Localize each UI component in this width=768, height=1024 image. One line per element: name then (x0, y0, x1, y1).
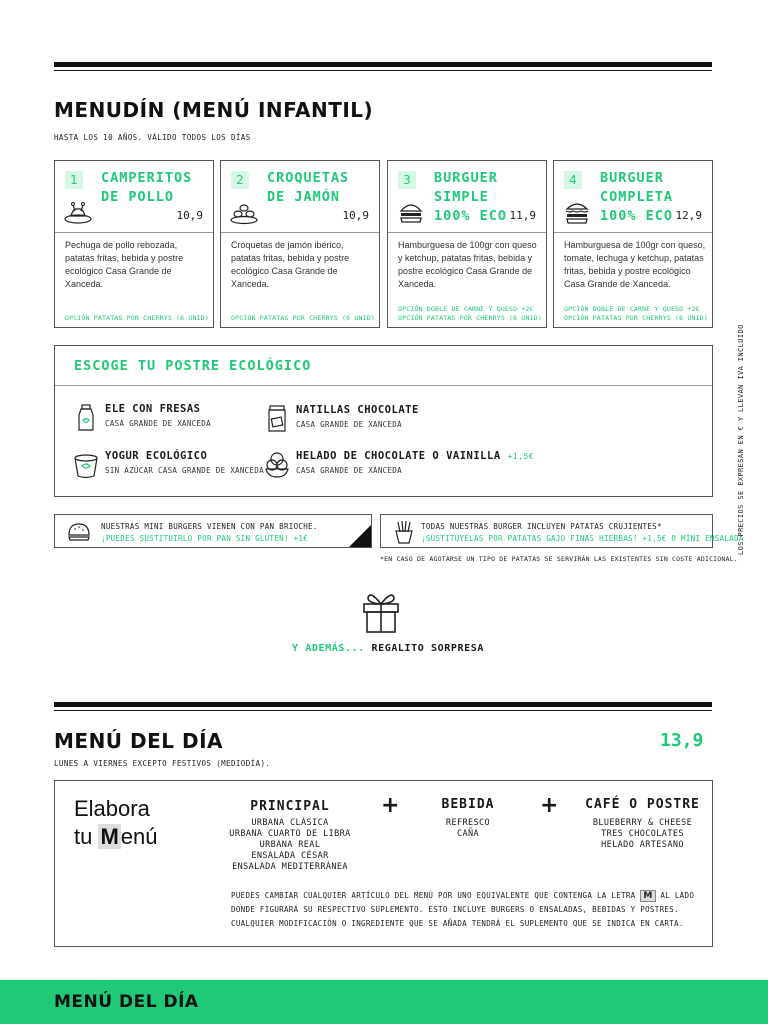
m-badge-small: M (640, 890, 655, 902)
card-number: 1 (65, 171, 83, 189)
dessert-sub: CASA GRANDE DE XANCEDA (296, 420, 402, 429)
dessert-sub: SIN AZÚCAR CASA GRANDE DE XANCEDA (105, 466, 264, 475)
fries-note-line1: TODAS NUESTRAS BURGER INCLUYEN PATATAS CRUJIENTES* (421, 522, 662, 531)
m-badge-large: M (100, 824, 119, 849)
dessert-name: YOGUR ECOLÓGICO (105, 450, 208, 462)
fries-footnote: *EN CASO DE AGOTARSE UN TIPO DE PATATAS SE SERVIRÁN LAS EXISTENTES SIN COSTE ADICIONAL. (380, 555, 738, 563)
card-options: OPCIÓN DOBLE DE CARNE Y QUESO +2€ OPCIÓN PATATAS POR CHERRYS (6 UNID) (398, 305, 542, 322)
card-name: BURGUER COMPLETA 100% ECO (600, 170, 674, 224)
bun-icon (67, 521, 91, 543)
vertical-price-note: LOS PRECIOS SE EXPRESAN EN € Y LLEVAN IVA INCLUIDO (737, 324, 745, 555)
kids-menu-card-4 (553, 160, 713, 328)
card-number: 2 (231, 171, 249, 189)
day-menu-box (54, 780, 713, 947)
footer-title: MENÚ DEL DÍA (54, 992, 199, 1012)
brioche-note-line2: ¡PUEDES SUSTITUIRLO POR PAN SIN GLUTEN! +1€ (101, 534, 309, 543)
corner-triangle (349, 525, 371, 547)
brioche-note (54, 514, 372, 548)
kids-menu-title-main: MENUDÍN (54, 98, 165, 122)
card-description: Hamburguesa de 100gr con queso y ketchup, patatas fritas, bebida y postre ecológico Casa Grande de Xanceda. (398, 240, 537, 289)
plus-sign-2: + (540, 793, 559, 818)
kids-menu-title (54, 98, 373, 122)
principal-list: URBANA CLÁSICA URBANA CUARTO DE LIBRA URBANA REAL ENSALADA CÉSAR ENSALADA MEDITERRÁNEA (229, 818, 351, 872)
fries-icon (393, 520, 415, 544)
day-menu-price: 13,9 (660, 730, 704, 751)
card-name: CROQUETAS DE JAMÓN (267, 170, 350, 205)
dessert-sub: CASA GRANDE DE XANCEDA (105, 419, 211, 428)
card-number: 3 (398, 171, 416, 189)
card-price: 12,9 (675, 209, 702, 222)
card-price: 10,9 (342, 209, 369, 222)
dessert-title: ESCOGE TU POSTRE ECOLÓGICO (74, 358, 312, 374)
bebida-list: REFRESCO CAÑA (445, 818, 491, 839)
gift-text: Y ADEMÁS... REGALITO SORPRESA (292, 643, 485, 654)
principal-heading: PRINCIPAL (250, 799, 330, 814)
card-name: BURGUER SIMPLE 100% ECO (434, 170, 508, 224)
dessert-name: NATILLAS CHOCOLATE (296, 404, 419, 416)
burger-complete-icon (562, 199, 592, 225)
burger-simple-icon (396, 199, 426, 225)
day-menu-divider-thin (54, 710, 712, 711)
kids-menu-card-3 (387, 160, 547, 328)
fries-note (380, 514, 744, 548)
milk-bottle-icon (73, 403, 99, 433)
croquettes-plate-icon (229, 199, 259, 225)
card-options: OPCIÓN DOBLE DE CARNE Y QUESO +2€ OPCIÓN PATATAS POR CHERRYS (6 UNID) (564, 305, 708, 322)
kids-menu-title-paren: (MENÚ INFANTIL) (172, 98, 374, 122)
day-menu-divider-thick (54, 702, 712, 707)
yogurt-cup-icon (73, 450, 99, 480)
dessert-name: ELE CON FRESAS (105, 403, 201, 415)
footer-bar (0, 980, 768, 1024)
day-menu-subtitle: LUNES A VIERNES EXCEPTO FESTIVOS (MEDIODÍA). (54, 759, 271, 768)
kids-menu-subtitle: HASTA LOS 10 AÑOS. VÁLIDO TODOS LOS DÍAS (54, 133, 251, 142)
dessert-extra-price: +1,5€ (507, 452, 535, 461)
fries-note-line2: ¡SUSTITÚYELAS POR PATATAS GAJO FINAS HIERBAS! +1,5€ O MINI ENSALADA (421, 534, 744, 543)
card-description: Pechuga de pollo rebozada, patatas fritas, bebida y postre ecológico Casa Grande de Xanceda. (65, 240, 184, 289)
chicken-plate-icon (63, 199, 93, 225)
gift-icon (358, 588, 404, 634)
top-divider-thin (54, 70, 712, 71)
kids-menu-card-2 (220, 160, 380, 328)
plus-sign-1: + (381, 793, 400, 818)
card-name: CAMPERITOS DE POLLO (101, 170, 193, 205)
brioche-note-line1: NUESTRAS MINI BURGERS VIENEN CON PAN BRIOCHE. (101, 522, 318, 531)
card-option: OPCIÓN PATATAS POR CHERRYS (6 UNID) (65, 314, 209, 322)
card-option: OPCIÓN PATATAS POR CHERRYS (6 UNID) (231, 314, 375, 322)
card-price: 10,9 (176, 209, 203, 222)
card-description: Croquetas de jamón ibérico, patatas fritas, bebida y postre ecológico Casa Grande de Xanceda. (231, 240, 350, 289)
card-number: 4 (564, 171, 582, 189)
cafe-postre-list: BLUEBERRY & CHEESE TRES CHOCOLATES HELADO ARTESANO (592, 818, 693, 850)
day-menu-title: MENÚ DEL DÍA (54, 729, 223, 753)
ice-cream-bowl-icon (264, 450, 290, 480)
dessert-box (54, 345, 713, 497)
bebida-heading: BEBIDA (441, 797, 495, 812)
dessert-name: HELADO DE CHOCOLATE O VAINILLA +1,5€ (296, 450, 535, 462)
card-description: Hamburguesa de 100gr con queso, tomate, lechuga y ketchup, patatas fritas, bebida y postre ecológico Casa Grande de Xanceda. (564, 240, 706, 289)
custard-jar-icon (264, 404, 290, 434)
cafe-postre-heading: CAFÉ O POSTRE (585, 797, 700, 812)
top-divider-thick (54, 62, 712, 67)
day-menu-note: PUEDES CAMBIAR CUALQUIER ARTÍCULO DEL MENÚ POR UNO EQUIVALENTE QUE CONTENGA LA LETRA M AL LADO DONDE FIGURARÁ SU RESPECTIVO SUPLEMENTO. ESTO INCLUYE BURGERS O ENSALADAS, BEBIDAS Y POSTRES. CUALQUIER MODIFICACIÓN O INGREDIENTE QUE SE AÑADA TENDRÁ EL SUPLEMENTO QUE SE INDICA EN CARTA. (231, 891, 695, 928)
build-your-menu-heading: Elabora tu Menú (74, 796, 158, 849)
dessert-sub: CASA GRANDE DE XANCEDA (296, 466, 402, 475)
card-price: 11,9 (509, 209, 536, 222)
kids-menu-card-1 (54, 160, 214, 328)
